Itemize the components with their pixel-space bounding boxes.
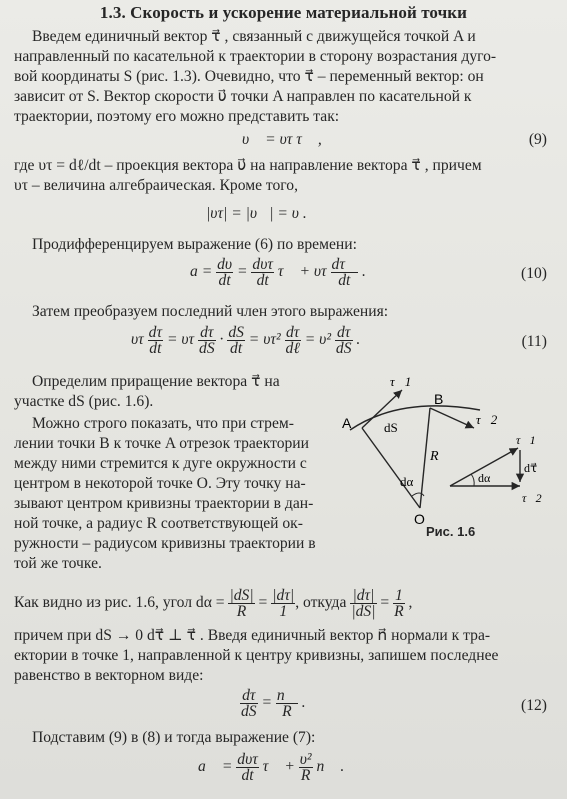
radius-ob [420, 408, 430, 508]
label-tau-1: τ⃗1 [390, 374, 412, 389]
section-title: 1.3. Скорость и ускорение материальной точки [99, 3, 468, 22]
label-o: O [414, 511, 425, 527]
equation-number-12: (12) [521, 697, 547, 714]
paragraph-line: Введем единичный вектор τ⃗ , связанный с движущейся точкой A и [32, 28, 476, 45]
paragraph-line: направленный по касательной к траектории в сторону возрастания дуго- [14, 48, 497, 65]
triangle-angle-arc [471, 474, 474, 486]
paragraph-line: той же точке. [14, 555, 102, 572]
paragraph-line: траектории, поэтому его можно представить так: [14, 108, 340, 125]
paragraph-line: Определим приращение вектора τ⃗ на [32, 373, 280, 390]
label-triangle-d-alpha: dα [478, 471, 491, 485]
equation-number-10: (10) [521, 265, 547, 282]
paragraph-line: зывают центром кривизны траектории в дан- [14, 495, 314, 512]
paragraph-line: где υτ = dℓ/dt – проекция вектора υ⃗ на направление вектора τ⃗ , причем [14, 157, 482, 174]
label-d-alpha: dα [400, 474, 414, 489]
paragraph-line: между ними стремится к дуге окружности с [14, 455, 307, 472]
equation-number-9: (9) [528, 131, 547, 148]
paragraph-line: равенство в векторном виде: [14, 667, 204, 684]
equation-10: a = $\frac{d\upsilon}{dt}$ = $\frac{\text{dυτ}}{dt}$ τ⃗ + υτ $\frac{d\tau⃗}{dt}$ . [190, 256, 366, 289]
equation-abs: |υτ| = |υ⃗| = υ . [206, 205, 307, 222]
angle-relation: Как видно из рис. 1.6, угол dα = $\frac{|dS|}{R}$ = $\frac{|d\tau|}{1}$ , откуда $\frac{|d\tau|}{|dS|}$ = $\frac{1}{R}$ , [14, 586, 413, 620]
label-b: B [434, 391, 444, 407]
figure-caption: Рис. 1.6 [426, 524, 476, 539]
label-r: R [430, 449, 439, 464]
equation-12: $\frac{d\tau}{dS}$ = $\frac{n⃗}{R}$ . [241, 687, 306, 720]
label-d-tau: dτ⃗ [524, 461, 538, 475]
paragraph-line: лении точки B к точке A отрезок траектории [14, 435, 309, 452]
paragraph-line: Подставим (9) в (8) и тогда выражение (7): [32, 729, 316, 746]
paragraph-line: Можно строго показать, что при стрем- [32, 415, 294, 432]
equation-number-11: (11) [521, 333, 547, 350]
tau-2-vector [430, 408, 474, 428]
equation-final: a⃗ = $\frac{\text{dυτ}}{dt}$ τ⃗ + $\frac{\text{υ²}}{R}$ n⃗ . [198, 751, 345, 784]
paragraph-line: ружности – радиусом кривизны траектории в [14, 535, 316, 552]
angle-arc [412, 493, 424, 496]
radius-oa [362, 428, 420, 508]
paragraph-line: причем при dS → 0 dτ⃗ ⊥ τ⃗ . Введя единичный вектор n⃗ нормали к тра- [14, 627, 491, 644]
paragraph-line: Затем преобразуем последний член этого выражения: [32, 303, 389, 320]
paragraph-line: вой координаты S (рис. 1.3). Очевидно, что τ⃗ – переменный вектор: он [14, 68, 484, 85]
label-triangle-tau-2: τ⃗2 [522, 491, 542, 505]
paragraph-line: участке dS (рис. 1.6). [14, 393, 154, 410]
paragraph-line: центром в некоторой точке O. Эту точку на- [14, 475, 306, 492]
label-ds: dS [384, 420, 398, 435]
label-a: A [342, 415, 352, 431]
equation-9: υ⃗ = υτ τ⃗ , [242, 131, 322, 148]
paragraph-line: ектории в точке 1, направленной к центру кривизны, запишем последнее [14, 647, 499, 664]
paragraph-line: υτ – величина алгебраическая. Кроме того, [14, 177, 298, 194]
figure-1-6 [340, 368, 550, 548]
equation-11: υτ $\frac{d\tau}{dt}$ = υτ $\frac{d\tau}{dS}$ · $\frac{dS}{dt}$ = υτ² $\frac{d\tau}{\text{dℓ}}$ = υ² $\frac{d\tau}{dS}$ . [131, 324, 361, 357]
paragraph-line: Продифференцируем выражение (6) по времени: [32, 236, 357, 253]
paragraph-line: ной точке, а радиус R соответствующей ок- [14, 515, 303, 532]
paragraph-line: зависит от S. Вектор скорости υ⃗ точки A направлен по касательной к [14, 88, 472, 105]
trajectory-arc [350, 406, 480, 430]
label-tau-2: τ⃗2 [476, 412, 498, 427]
label-triangle-tau-1: τ⃗1 [516, 433, 536, 447]
